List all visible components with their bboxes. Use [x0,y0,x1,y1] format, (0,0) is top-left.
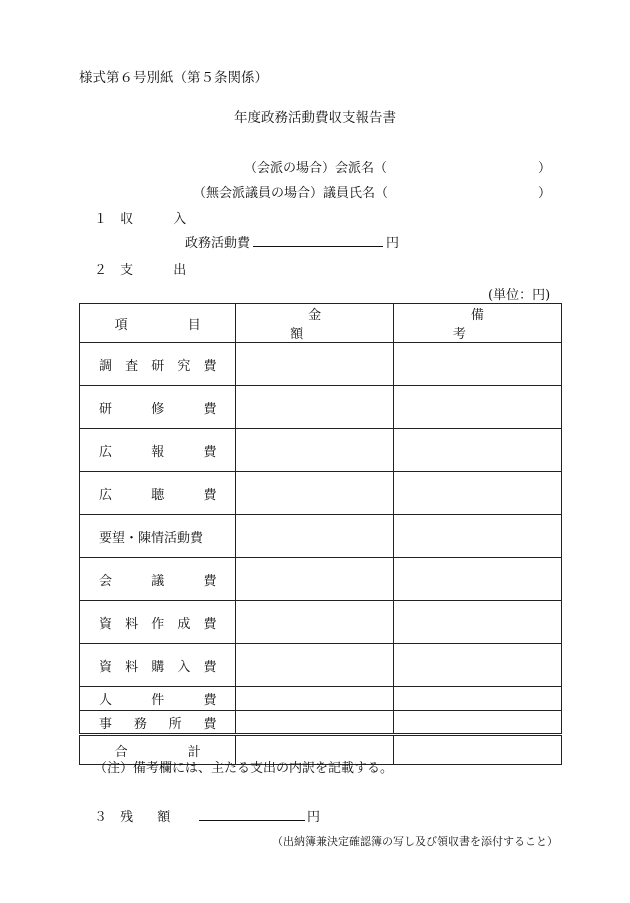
expenditure-section-title: 支 出 [120,263,205,278]
expense-category-char: 要望・陳情活動費 [99,530,204,546]
expense-category-char: 件 [151,693,165,708]
table-row [80,429,562,472]
table-row [80,711,562,735]
attachment-note: （出納簿兼決定確認簿の写し及び領収書を添付すること） [272,835,558,848]
expense-category-char: 議 [151,573,165,589]
income-section-heading [94,208,204,227]
expenditure-section-heading [94,259,204,278]
expense-category-char: 費 [203,444,217,460]
expense-category-char: 聴 [151,487,165,503]
expense-category-char: 費 [203,487,217,503]
expense-category-char: 務 [133,716,147,732]
expense-category-char: 報 [151,444,165,460]
remarks-note: （注）備考欄には、主たる支出の内訳を記載する。 [94,761,394,776]
unit-note: (単位：円) [488,288,551,303]
table-row [80,515,562,558]
expense-category-char: 費 [203,573,217,589]
expense-category-char: 成 [177,616,191,632]
header-amount: 金 額 [236,304,393,343]
expense-category-char: 費 [203,358,217,374]
table-row [80,687,562,711]
remarks-cell[interactable] [393,558,561,601]
expense-category-char: 事 [99,716,113,732]
member-name-label: （無会派議員の場合）議員氏名（ [193,186,389,201]
expense-category-char: 料 [125,659,139,675]
form-reference: 様式第６号別紙（第５条関係） [79,70,268,86]
party-name-close: ） [538,161,552,176]
member-name-close: ） [538,186,552,201]
amount-cell[interactable] [236,515,393,558]
expenditure-section-number: ２ [94,263,108,278]
expense-category-char: 人 [99,693,113,708]
table-row [80,601,562,644]
balance-amount-blank[interactable] [199,820,305,821]
total-label: 合 計 [80,735,236,765]
amount-cell[interactable] [236,711,393,735]
total-remarks-cell[interactable] [393,735,561,765]
expense-category [80,429,236,472]
expenditure-table [79,303,562,765]
expense-category-char: 料 [125,616,139,632]
table-row [80,644,562,687]
expense-category-char: 資 [99,616,113,632]
expense-category-char: 作 [151,616,165,632]
table-row [80,386,562,429]
balance-section-title: 残 額 [120,810,181,825]
expense-category-char: 研 [151,358,165,374]
remarks-cell[interactable] [393,429,561,472]
table-header-row [80,304,562,343]
expense-category-char: 費 [203,616,217,632]
expense-category-char: 費 [203,716,217,732]
expense-category-char: 所 [168,716,182,732]
header-item: 項 目 [80,304,236,343]
expense-category-char: 費 [203,401,217,417]
income-amount-blank[interactable] [253,246,383,247]
balance-section-number: ３ [94,810,108,825]
table-row [80,343,562,386]
expense-category-char: 査 [125,358,139,374]
expense-category-char: 入 [177,659,191,675]
remarks-cell[interactable] [393,687,561,711]
expense-category-char: 費 [203,659,217,675]
expense-category-char: 購 [151,659,165,675]
expense-category [80,601,236,644]
remarks-cell[interactable] [393,472,561,515]
amount-cell[interactable] [236,429,393,472]
amount-cell[interactable] [236,601,393,644]
remarks-cell[interactable] [393,644,561,687]
remarks-cell[interactable] [393,601,561,644]
expense-category [80,711,236,735]
document-title: 年度政務活動費収支報告書 [234,110,396,126]
income-unit: 円 [386,236,400,251]
expense-category [80,343,236,386]
amount-cell[interactable] [236,472,393,515]
table-row [80,558,562,601]
expense-category-char: 修 [151,401,165,417]
income-item-label: 政務活動費 [185,236,251,251]
balance-section-heading [94,806,180,825]
expense-category-char: 調 [99,358,113,374]
remarks-cell[interactable] [393,711,561,735]
expense-category [80,558,236,601]
expense-category [80,687,236,711]
income-section-title: 収 入 [120,212,205,227]
remarks-cell[interactable] [393,386,561,429]
expense-category-char: 広 [99,487,113,503]
amount-cell[interactable] [236,644,393,687]
expense-category-char: 会 [99,573,113,589]
amount-cell[interactable] [236,687,393,711]
expense-category [80,515,236,558]
expense-category-char: 広 [99,444,113,460]
remarks-cell[interactable] [393,515,561,558]
expense-category [80,644,236,687]
expense-category-char: 資 [99,659,113,675]
amount-cell[interactable] [236,558,393,601]
income-section-number: １ [94,212,108,227]
expense-category-char: 研 [99,401,113,417]
table-row [80,472,562,515]
expense-category-char: 究 [177,358,191,374]
amount-cell[interactable] [236,343,393,386]
amount-cell[interactable] [236,386,393,429]
expense-category [80,472,236,515]
balance-unit: 円 [307,810,321,825]
party-name-label: （会派の場合）会派名（ [244,161,388,176]
header-remarks: 備 考 [393,304,561,343]
expense-category [80,386,236,429]
expense-category-char: 費 [203,693,217,708]
remarks-cell[interactable] [393,343,561,386]
